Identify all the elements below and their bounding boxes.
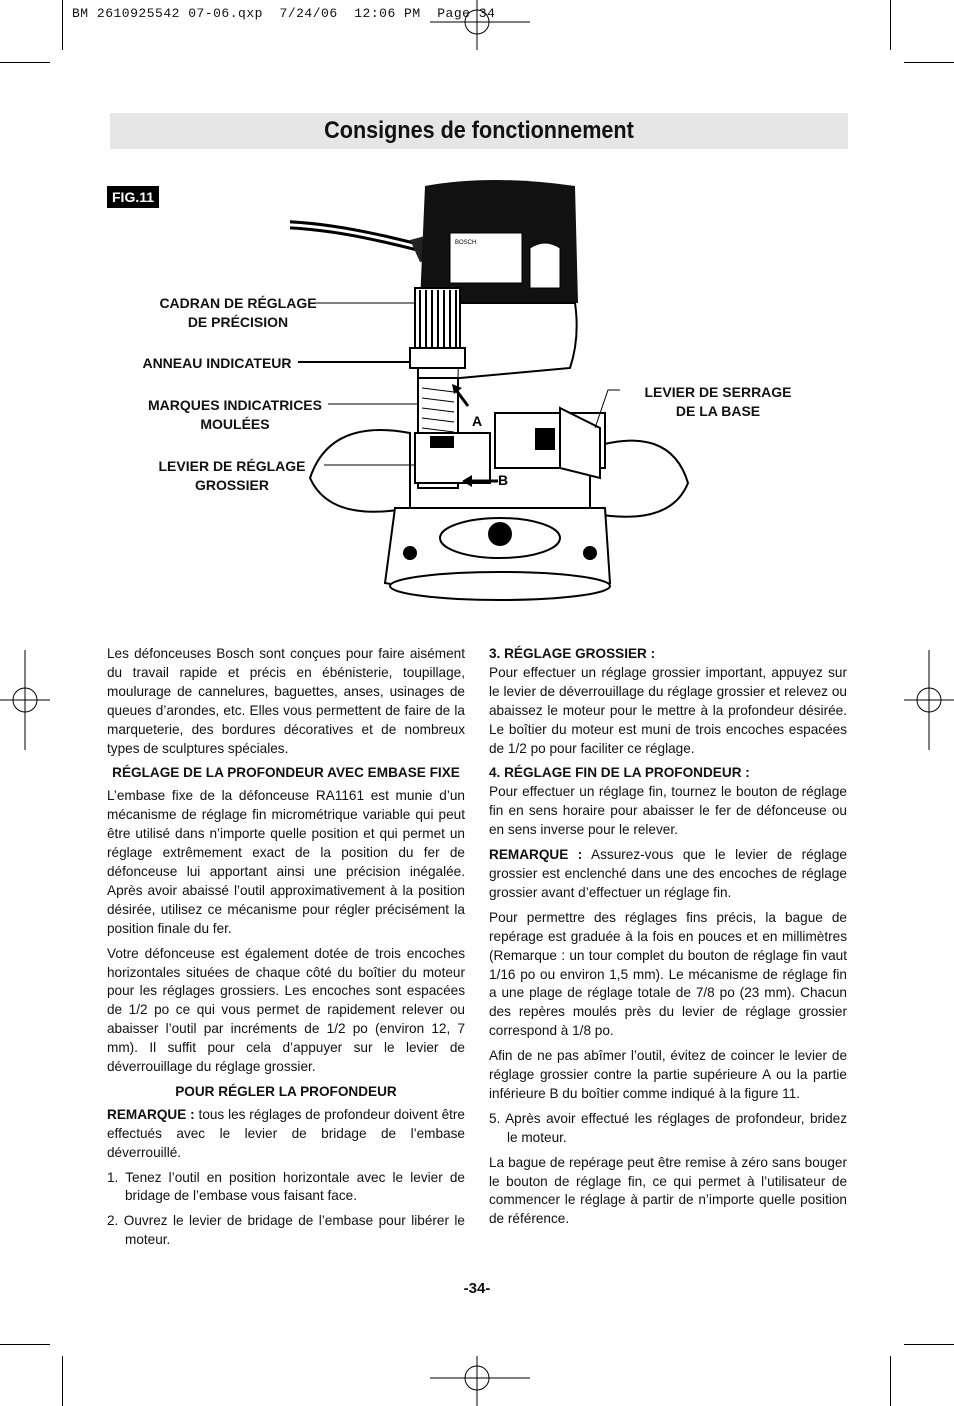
label-levier-serrage-line1: LEVIER DE SERRAGE [644,384,792,400]
left-column [107,645,465,1256]
indicator-ring [410,348,465,368]
crop-mark [62,1356,63,1406]
page-title: Consignes de fonctionnement [324,117,634,144]
label-anneau: ANNEAU INDICATEUR [142,355,292,371]
registration-mark-top [430,0,530,50]
remarque-label: REMARQUE : [107,1106,195,1122]
crop-mark [890,1356,891,1406]
remarque-fin-text: Assurez-vous que le levier de réglage grossier est enclenché dans une des encoches de réglage grossier avant d’effectuer un réglage fin. [489,847,847,900]
figure-badge: FIG.11 [107,186,159,208]
svg-text:BOSCH: BOSCH [455,240,477,246]
crop-mark [904,1344,954,1345]
remarque-paragraph [107,1106,465,1163]
label-levier-grossier-line2: GROSSIER [195,477,269,493]
paragraph-encoches: Votre défonceuse est également dotée de trois encoches horizontales situées de chaque côté du boîtier du moteur pour les réglages grossiers. Les encoches sont espacées de 1/2 po ce qui vous permet de rapidement relever ou abaisser l’outil par incréments de 1/2 po (environ 12, 7 mm). Il suffit pour cela d’appuyer sur le levier de déverrouillage du réglage grossier. [107,945,465,1075]
paragraph-reglage-fin: Pour effectuer un réglage fin, tournez le bouton de réglage fin en sens horaire pour abaisser le fer de défonceuse ou en sens inverse pour le relever. [489,784,847,838]
remarque-text: tous les réglages de profondeur doivent être effectués avec le levier de bridage de l’embase déverrouillé. [107,1106,465,1160]
print-header: BM 2610925542 07-06.qxp 7/24/06 12:06 PM Page 34 [72,6,496,21]
crop-mark [890,0,891,50]
paragraph-remise-zero: La bague de repérage peut être remise à zéro sans bouger le bouton de réglage fin, ce qui permet à l’utilisateur de commencer le réglage à partir de n’importe quelle position de référence. [489,1154,847,1227]
crop-mark [0,1344,50,1345]
remarque-fin-label: REMARQUE : [489,847,583,863]
heading-reglage-grossier: 3. RÉGLAGE GROSSIER : [489,646,656,661]
label-b: B [498,472,509,488]
label-marques-line2: MOULÉES [200,416,270,432]
label-levier-grossier-line1: LEVIER DE RÉGLAGE [158,458,306,474]
registration-mark-bottom [430,1356,530,1406]
router-illustration [290,178,710,618]
registration-mark-right [904,650,954,750]
paragraph-abimer-outil: Afin de ne pas abîmer l’outil, évitez de coincer le levier de réglage grossier contre la partie supérieure A ou la partie inférieure B du boîtier comme indiqué à la figure 11. [489,1048,847,1101]
label-levier-serrage-line2: DE LA BASE [675,403,761,419]
registration-mark-left [0,650,50,750]
heading-regler-profondeur: POUR RÉGLER LA PROFONDEUR [175,1083,397,1099]
crop-mark [0,62,50,63]
intro-paragraph: Les défonceuses Bosch sont conçues pour faire aisément du travail rapide et précis en ébénisterie, toupillage, moulurage de cannelures, baguettes, anses, usinages de queues d’arondes, etc. Elles vous permettent de faire de la marqueterie, des bordures décoratives et de nombreux types de sculptures spéciales. [107,646,465,756]
right-column [489,645,847,1235]
paragraph-reglage-grossier: Pour effectuer un réglage grossier important, appuyez sur le levier de déverrouillage du réglage grossier et relevez ou abaissez le moteur pour le mettre à la profondeur désirée. Le boîtier du moteur est muni de trois encoches espacées de 1/2 po pour faciliter ce réglage. [489,664,847,756]
heading-reglage-fin: 4. RÉGLAGE FIN DE LA PROFONDEUR : [489,765,750,781]
label-cadran-line1: CADRAN DE RÉGLAGE [159,295,317,311]
step-1: 1. Tenez l’outil en position horizontale avec le levier de bridage de l’embase vous faisant face. [107,1169,465,1204]
paragraph-bague-reperage: Pour permettre des réglages fins précis, la bague de repérage est graduée à la fois en pouces et en millimètres (Remarque : un tour complet du bouton de réglage fin vaut 1/16 po ou environ 1,5 mm). Le mécanisme de réglage fin a une plage de réglage totale de 7/8 po (23 mm). Chacun des repères moulés près du levier de réglage grossier correspond à 1/8 po. [489,909,847,1039]
remarque-fin-paragraph [489,846,847,903]
crop-mark [904,62,954,63]
label-marques-line1: MARQUES INDICATRICES [148,397,322,413]
step-2: 2. Ouvrez le levier de bridage de l’embase pour libérer le moteur. [107,1213,465,1248]
step-5: 5. Après avoir effectué les réglages de profondeur, bridez le moteur. [489,1110,847,1145]
title-banner [110,113,848,149]
crop-mark [62,0,63,50]
heading-profondeur-embase-fixe: RÉGLAGE DE LA PROFONDEUR AVEC EMBASE FIXE [112,765,460,781]
paragraph-embase-fixe: L’embase fixe de la défonceuse RA1161 est munie d’un mécanisme de réglage fin micrométrique variable qui peut être utilisé dans n’importe quelle position et qui permet un réglage extrêmement exact de la position du fer de défonceuse lui apportant ainsi une précision inégalée. Après avoir abaissé l’outil approximativement à la position désirée, utilisez ce mécanisme pour régler précisément la position finale du fer. [107,788,465,936]
left-handle [310,430,410,512]
page-number: -34- [463,1280,491,1297]
label-a: A [472,413,483,429]
label-cadran-line2: DE PRÉCISION [187,314,289,330]
